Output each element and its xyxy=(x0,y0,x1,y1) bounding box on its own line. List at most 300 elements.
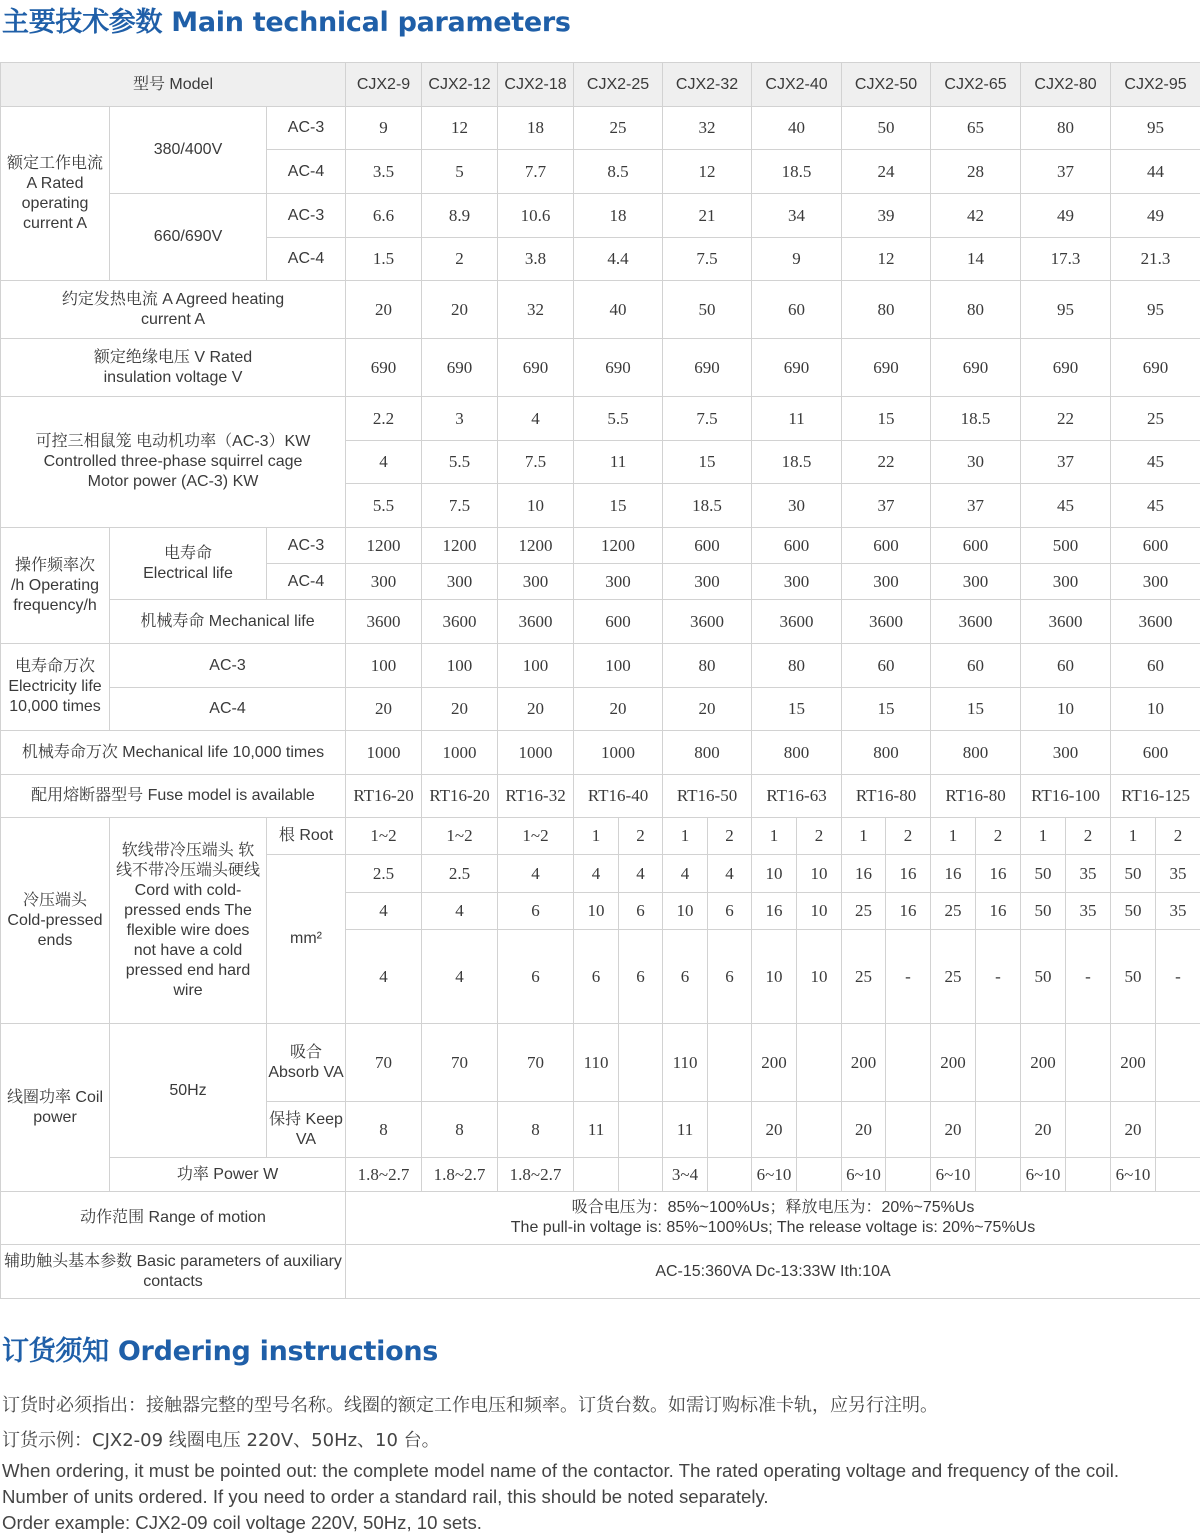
header-model-cjx2-80: CJX2-80 xyxy=(1021,63,1111,107)
value-cell: 6 xyxy=(619,893,663,930)
value-cell: 6.6 xyxy=(346,194,422,238)
value-cell: 10 xyxy=(752,930,797,1024)
value-cell: 690 xyxy=(498,339,574,397)
value-cell: 4 xyxy=(346,893,422,930)
value-cell: 28 xyxy=(931,150,1021,194)
table-row xyxy=(1,688,1200,731)
value-cell: 6 xyxy=(498,893,574,930)
value-cell: 100 xyxy=(346,644,422,688)
label-motor-power: 可控三相鼠笼 电动机功率（AC-3）KW Controlled three-phase squirrel cage Motor power (AC-3) KW xyxy=(1,397,346,528)
value-cell: 10 xyxy=(1111,688,1200,731)
value-cell: 8 xyxy=(422,1102,498,1158)
value-cell: 500 xyxy=(1021,528,1111,564)
value-cell: 6 xyxy=(574,930,619,1024)
value-cell: 6~10 xyxy=(842,1158,886,1192)
empty-cell xyxy=(708,1024,752,1102)
ordering-line-en-1: When ordering, it must be pointed out: the complete model name of the contactor. The rated operating voltage and frequency of the coil. xyxy=(2,1460,1119,1481)
value-cell: 690 xyxy=(574,339,663,397)
label-ac3: AC-3 xyxy=(267,107,346,150)
value-cell: 37 xyxy=(1021,150,1111,194)
value-cell: 6 xyxy=(708,930,752,1024)
value-cell: 9 xyxy=(752,238,842,281)
empty-cell xyxy=(708,1158,752,1192)
table-row xyxy=(1,731,1200,775)
value-cell: 2.5 xyxy=(346,855,422,893)
value-cell: 5.5 xyxy=(422,441,498,484)
fuse-cell: RT16-40 xyxy=(574,775,663,818)
value-cell: 1.8~2.7 xyxy=(346,1158,422,1192)
value-cell: 1000 xyxy=(574,731,663,775)
value-cell: 50 xyxy=(1021,855,1066,893)
value-cell: 2.5 xyxy=(422,855,498,893)
value-cell: 4 xyxy=(498,397,574,441)
value-cell: 65 xyxy=(931,107,1021,150)
table-row xyxy=(1,63,1200,107)
value-cell: 300 xyxy=(842,564,931,600)
value-cell: 11 xyxy=(574,1102,619,1158)
value-cell: 45 xyxy=(1111,484,1200,528)
value-cell: 50 xyxy=(842,107,931,150)
value-cell: 49 xyxy=(1021,194,1111,238)
empty-cell xyxy=(708,1102,752,1158)
value-cell: 50 xyxy=(1111,930,1156,1024)
value-cell: 45 xyxy=(1111,441,1200,484)
value-cell: 4.4 xyxy=(574,238,663,281)
empty-cell xyxy=(619,1024,663,1102)
value-cell: 1 xyxy=(1021,818,1066,855)
value-cell: 800 xyxy=(931,731,1021,775)
value-cell: 8 xyxy=(498,1102,574,1158)
spec-table xyxy=(0,62,1200,1299)
label-ac3: AC-3 xyxy=(110,644,346,688)
value-cell: 300 xyxy=(346,564,422,600)
value-cell: 70 xyxy=(346,1024,422,1102)
motion-cn: 吸合电压为：85%~100%Us；释放电压为：20%~75%Us xyxy=(571,1199,975,1216)
value-cell: 4 xyxy=(574,855,619,893)
value-cell: 11 xyxy=(574,441,663,484)
value-cell: 800 xyxy=(842,731,931,775)
value-cell: 22 xyxy=(842,441,931,484)
value-cell: 4 xyxy=(619,855,663,893)
value-cell: 95 xyxy=(1021,281,1111,339)
empty-cell xyxy=(797,1158,842,1192)
label-unit-mm2: mm² xyxy=(267,855,346,1024)
value-cell: 3 xyxy=(422,397,498,441)
value-cell: 1200 xyxy=(498,528,574,564)
label-electricity-life: 电寿命万次 Electricity life 10,000 times xyxy=(1,644,110,731)
value-cell: 1200 xyxy=(574,528,663,564)
value-range-of-motion xyxy=(346,1192,1200,1245)
value-cell: 18.5 xyxy=(663,484,752,528)
value-cell: 60 xyxy=(1111,644,1200,688)
value-cell: 20 xyxy=(752,1102,797,1158)
value-cell: 16 xyxy=(931,855,976,893)
value-cell: 49 xyxy=(1111,194,1200,238)
value-cell: 11 xyxy=(663,1102,708,1158)
value-cell: 10 xyxy=(663,893,708,930)
value-cell: 40 xyxy=(752,107,842,150)
value-cell: 24 xyxy=(842,150,931,194)
label-rated-current: 额定工作电流A Rated operating current A xyxy=(1,107,110,281)
empty-cell xyxy=(1156,1024,1200,1102)
fuse-cell: RT16-63 xyxy=(752,775,842,818)
value-cell: 690 xyxy=(663,339,752,397)
value-cell: 1~2 xyxy=(346,818,422,855)
value-cell: 690 xyxy=(931,339,1021,397)
value-cell: 1 xyxy=(1111,818,1156,855)
value-cell: 200 xyxy=(931,1024,976,1102)
value-cell: 30 xyxy=(931,441,1021,484)
value-cell: 20 xyxy=(422,281,498,339)
ordering-line-en-3: Order example: CJX2-09 coil voltage 220V, 50Hz, 10 sets. xyxy=(2,1512,482,1533)
label-cold-pressed: 冷压端头 Cold-pressed ends xyxy=(1,818,110,1024)
header-model-cjx2-95: CJX2-95 xyxy=(1111,63,1200,107)
value-cell: 34 xyxy=(752,194,842,238)
value-cell: 18.5 xyxy=(931,397,1021,441)
value-cell: 80 xyxy=(752,644,842,688)
value-cell: 16 xyxy=(842,855,886,893)
value-cell: 300 xyxy=(1021,564,1111,600)
value-cell: 20 xyxy=(346,688,422,731)
value-cell: 16 xyxy=(752,893,797,930)
table-row xyxy=(1,1245,1200,1299)
value-cell: 14 xyxy=(931,238,1021,281)
label-operating-frequency: 操作频率次 /h Operating frequency/h xyxy=(1,528,110,644)
empty-cell xyxy=(1066,1024,1111,1102)
value-cell: 80 xyxy=(842,281,931,339)
label-range-of-motion: 动作范围 Range of motion xyxy=(1,1192,346,1245)
value-cell: 15 xyxy=(574,484,663,528)
value-cell: 50 xyxy=(1111,893,1156,930)
value-cell: 300 xyxy=(931,564,1021,600)
value-cell: 100 xyxy=(574,644,663,688)
value-cell: 50 xyxy=(663,281,752,339)
label-coil-power: 线圈功率 Coil power xyxy=(1,1024,110,1192)
value-cell: 60 xyxy=(931,644,1021,688)
value-cell: 15 xyxy=(663,441,752,484)
value-cell: 3600 xyxy=(663,600,752,644)
value-cell: 4 xyxy=(663,855,708,893)
header-model-cjx2-40: CJX2-40 xyxy=(752,63,842,107)
value-cell: 37 xyxy=(1021,441,1111,484)
value-cell: 18.5 xyxy=(752,441,842,484)
value-cell: 8.5 xyxy=(574,150,663,194)
value-cell: 11 xyxy=(752,397,842,441)
value-cell xyxy=(574,1158,619,1192)
value-cell: 6~10 xyxy=(752,1158,797,1192)
value-cell: 3600 xyxy=(842,600,931,644)
label-fuse-model: 配用熔断器型号 Fuse model is available xyxy=(1,775,346,818)
value-cell: 21.3 xyxy=(1111,238,1200,281)
value-cell: 10 xyxy=(797,930,842,1024)
empty-cell xyxy=(886,1024,931,1102)
value-cell: 110 xyxy=(574,1024,619,1102)
value-cell: 32 xyxy=(663,107,752,150)
value-cell: 20 xyxy=(842,1102,886,1158)
value-cell: 5 xyxy=(422,150,498,194)
empty-cell xyxy=(797,1024,842,1102)
value-cell: 17.3 xyxy=(1021,238,1111,281)
value-cell: 4 xyxy=(422,930,498,1024)
value-cell: 22 xyxy=(1021,397,1111,441)
empty-cell xyxy=(619,1102,663,1158)
label-cold-pressed-desc: 软线带冷压端头 软线不带冷压端头硬线 Cord with cold-pressed ends The flexible wire does not have a cold pressed end hard wire xyxy=(110,818,267,1024)
empty-cell xyxy=(619,1158,663,1192)
value-cell: 7.5 xyxy=(663,238,752,281)
value-cell: 8 xyxy=(346,1102,422,1158)
value-cell: 3600 xyxy=(752,600,842,644)
value-cell: 35 xyxy=(1066,893,1111,930)
value-cell: 95 xyxy=(1111,107,1200,150)
value-cell: 800 xyxy=(663,731,752,775)
value-cell: 16 xyxy=(886,893,931,930)
empty-cell xyxy=(1156,1102,1200,1158)
value-cell: 2 xyxy=(619,818,663,855)
value-cell: - xyxy=(1156,930,1200,1024)
value-cell: 10 xyxy=(574,893,619,930)
fuse-cell: RT16-80 xyxy=(842,775,931,818)
value-cell: 50 xyxy=(1021,930,1066,1024)
value-cell: 37 xyxy=(931,484,1021,528)
table-row xyxy=(1,339,1200,397)
value-cell: 20 xyxy=(346,281,422,339)
value-cell: 600 xyxy=(842,528,931,564)
value-cell: 15 xyxy=(842,397,931,441)
fuse-cell: RT16-125 xyxy=(1111,775,1200,818)
empty-cell xyxy=(797,1102,842,1158)
value-cell: 18 xyxy=(498,107,574,150)
header-model-cjx2-65: CJX2-65 xyxy=(931,63,1021,107)
value-cell: 1200 xyxy=(422,528,498,564)
value-cell: 1 xyxy=(752,818,797,855)
fuse-cell: RT16-20 xyxy=(346,775,422,818)
empty-cell xyxy=(1156,1158,1200,1192)
value-cell: 16 xyxy=(886,855,931,893)
value-cell: 690 xyxy=(422,339,498,397)
value-cell: 15 xyxy=(931,688,1021,731)
value-cell: 600 xyxy=(663,528,752,564)
header-model-label: 型号 Model xyxy=(1,63,346,107)
fuse-cell: RT16-20 xyxy=(422,775,498,818)
table-row xyxy=(1,397,1200,441)
value-cell: 200 xyxy=(1111,1024,1156,1102)
value-cell: 42 xyxy=(931,194,1021,238)
value-cell: 95 xyxy=(1111,281,1200,339)
value-cell: 1000 xyxy=(346,731,422,775)
value-cell: 60 xyxy=(1021,644,1111,688)
value-cell: 80 xyxy=(1021,107,1111,150)
ordering-line-cn-2: 订货示例：CJX2-09 线圈电压 220V、50Hz、10 台。 xyxy=(2,1430,440,1451)
value-cell: 600 xyxy=(931,528,1021,564)
value-cell: 2 xyxy=(708,818,752,855)
value-cell: 2 xyxy=(886,818,931,855)
value-cell: 200 xyxy=(842,1024,886,1102)
label-ac4: AC-4 xyxy=(267,564,346,600)
value-cell: 200 xyxy=(1021,1024,1066,1102)
value-cell: 20 xyxy=(663,688,752,731)
value-cell: 70 xyxy=(422,1024,498,1102)
empty-cell xyxy=(976,1102,1021,1158)
label-voltage-380: 380/400V xyxy=(110,107,267,194)
value-cell: 1200 xyxy=(346,528,422,564)
value-cell: 1000 xyxy=(422,731,498,775)
value-cell: 2 xyxy=(797,818,842,855)
section-title-main: 主要技术参数 Main technical parameters xyxy=(2,7,571,38)
label-ac4: AC-4 xyxy=(267,238,346,281)
value-cell: 300 xyxy=(498,564,574,600)
value-cell: 15 xyxy=(842,688,931,731)
value-cell: 44 xyxy=(1111,150,1200,194)
value-cell: 6 xyxy=(708,893,752,930)
value-cell: 4 xyxy=(346,441,422,484)
value-cell: 1.8~2.7 xyxy=(498,1158,574,1192)
empty-cell xyxy=(886,1158,931,1192)
value-aux-contacts: AC-15:360VA Dc-13:33W Ith:10A xyxy=(346,1245,1200,1299)
value-cell: 39 xyxy=(842,194,931,238)
value-cell: 2 xyxy=(976,818,1021,855)
ordering-line-en-2: Number of units ordered. If you need to order a standard rail, this should be noted separately. xyxy=(2,1486,769,1507)
header-model-cjx2-12: CJX2-12 xyxy=(422,63,498,107)
value-cell: 8.9 xyxy=(422,194,498,238)
label-ac3: AC-3 xyxy=(267,194,346,238)
value-cell: 7.5 xyxy=(663,397,752,441)
label-power-w: 功率 Power W xyxy=(110,1158,346,1192)
value-cell: 3.8 xyxy=(498,238,574,281)
value-cell: 300 xyxy=(663,564,752,600)
value-cell: 3~4 xyxy=(663,1158,708,1192)
value-cell: 18.5 xyxy=(752,150,842,194)
section-title-ordering: 订货须知 Ordering instructions xyxy=(2,1336,439,1367)
value-cell: 60 xyxy=(842,644,931,688)
value-cell: 20 xyxy=(1111,1102,1156,1158)
value-cell: 1 xyxy=(842,818,886,855)
label-coil-50hz: 50Hz xyxy=(110,1024,267,1158)
value-cell: 4 xyxy=(422,893,498,930)
value-cell: 9 xyxy=(346,107,422,150)
table-row xyxy=(1,1192,1200,1245)
value-cell: 690 xyxy=(1021,339,1111,397)
value-cell: 3600 xyxy=(1021,600,1111,644)
value-cell: 20 xyxy=(498,688,574,731)
value-cell: 37 xyxy=(842,484,931,528)
value-cell: 80 xyxy=(663,644,752,688)
value-cell: 690 xyxy=(842,339,931,397)
value-cell: 3600 xyxy=(1111,600,1200,644)
fuse-cell: RT16-32 xyxy=(498,775,574,818)
value-cell: 25 xyxy=(574,107,663,150)
value-cell: 80 xyxy=(931,281,1021,339)
value-cell: 800 xyxy=(752,731,842,775)
label-absorb: 吸合 Absorb VA xyxy=(267,1024,346,1102)
value-cell: 6 xyxy=(619,930,663,1024)
value-cell: 1~2 xyxy=(422,818,498,855)
value-cell: 3600 xyxy=(422,600,498,644)
empty-cell xyxy=(976,1024,1021,1102)
label-voltage-660: 660/690V xyxy=(110,194,267,281)
value-cell: 12 xyxy=(422,107,498,150)
header-model-cjx2-25: CJX2-25 xyxy=(574,63,663,107)
value-cell: 6 xyxy=(663,930,708,1024)
value-cell: 300 xyxy=(1021,731,1111,775)
value-cell: 100 xyxy=(498,644,574,688)
label-insulation-voltage: 额定绝缘电压 V Rated insulation voltage V xyxy=(1,339,346,397)
value-cell: 18 xyxy=(574,194,663,238)
value-cell: 600 xyxy=(752,528,842,564)
value-cell: 200 xyxy=(752,1024,797,1102)
value-cell: 1000 xyxy=(498,731,574,775)
value-cell: 1 xyxy=(663,818,708,855)
value-cell: 25 xyxy=(931,893,976,930)
value-cell: 10.6 xyxy=(498,194,574,238)
value-cell: 2 xyxy=(1156,818,1200,855)
header-model-cjx2-32: CJX2-32 xyxy=(663,63,752,107)
label-ac3: AC-3 xyxy=(267,528,346,564)
value-cell: 6 xyxy=(498,930,574,1024)
table-row xyxy=(1,194,1200,238)
value-cell: - xyxy=(976,930,1021,1024)
value-cell: 10 xyxy=(1021,688,1111,731)
value-cell: 30 xyxy=(752,484,842,528)
value-cell: 6~10 xyxy=(1021,1158,1066,1192)
value-cell: 21 xyxy=(663,194,752,238)
value-cell: 1 xyxy=(931,818,976,855)
value-cell: 690 xyxy=(752,339,842,397)
value-cell: 7.5 xyxy=(422,484,498,528)
label-root: 根 Root xyxy=(267,818,346,855)
value-cell: 7.7 xyxy=(498,150,574,194)
label-electrical-life: 电寿命 Electrical life xyxy=(110,528,267,600)
label-ac4: AC-4 xyxy=(110,688,346,731)
value-cell: 100 xyxy=(422,644,498,688)
label-mechanical-life: 机械寿命 Mechanical life xyxy=(110,600,346,644)
table-row xyxy=(1,818,1200,855)
value-cell: 15 xyxy=(752,688,842,731)
value-cell: 35 xyxy=(1066,855,1111,893)
value-cell: 16 xyxy=(976,893,1021,930)
ordering-line-cn-1: 订货时必须指出：接触器完整的型号名称。线圈的额定工作电压和频率。订货台数。如需订购标准卡轨，应另行注明。 xyxy=(2,1395,938,1416)
table-row xyxy=(1,775,1200,818)
empty-cell xyxy=(886,1102,931,1158)
value-cell: - xyxy=(1066,930,1111,1024)
value-cell: 20 xyxy=(1021,1102,1066,1158)
label-ac4: AC-4 xyxy=(267,150,346,194)
value-cell: 600 xyxy=(574,600,663,644)
empty-cell xyxy=(1066,1102,1111,1158)
value-cell: 6~10 xyxy=(1111,1158,1156,1192)
table-row xyxy=(1,528,1200,564)
value-cell: 10 xyxy=(797,893,842,930)
value-cell: 2 xyxy=(1066,818,1111,855)
value-cell: 60 xyxy=(752,281,842,339)
label-heating-current: 约定发热电流 A Agreed heating current A xyxy=(1,281,346,339)
label-keep: 保持 Keep VA xyxy=(267,1102,346,1158)
value-cell: 1.5 xyxy=(346,238,422,281)
value-cell: 12 xyxy=(663,150,752,194)
value-cell: 50 xyxy=(1111,855,1156,893)
fuse-cell: RT16-50 xyxy=(663,775,752,818)
value-cell: 6~10 xyxy=(931,1158,976,1192)
empty-cell xyxy=(1066,1158,1111,1192)
label-aux-contacts: 辅助触头基本参数 Basic parameters of auxiliary contacts xyxy=(1,1245,346,1299)
header-model-cjx2-9: CJX2-9 xyxy=(346,63,422,107)
empty-cell xyxy=(976,1158,1021,1192)
value-cell: 300 xyxy=(1111,564,1200,600)
value-cell: 25 xyxy=(842,893,886,930)
value-cell: 40 xyxy=(574,281,663,339)
fuse-cell: RT16-80 xyxy=(931,775,1021,818)
value-cell: 110 xyxy=(663,1024,708,1102)
value-cell: 45 xyxy=(1021,484,1111,528)
